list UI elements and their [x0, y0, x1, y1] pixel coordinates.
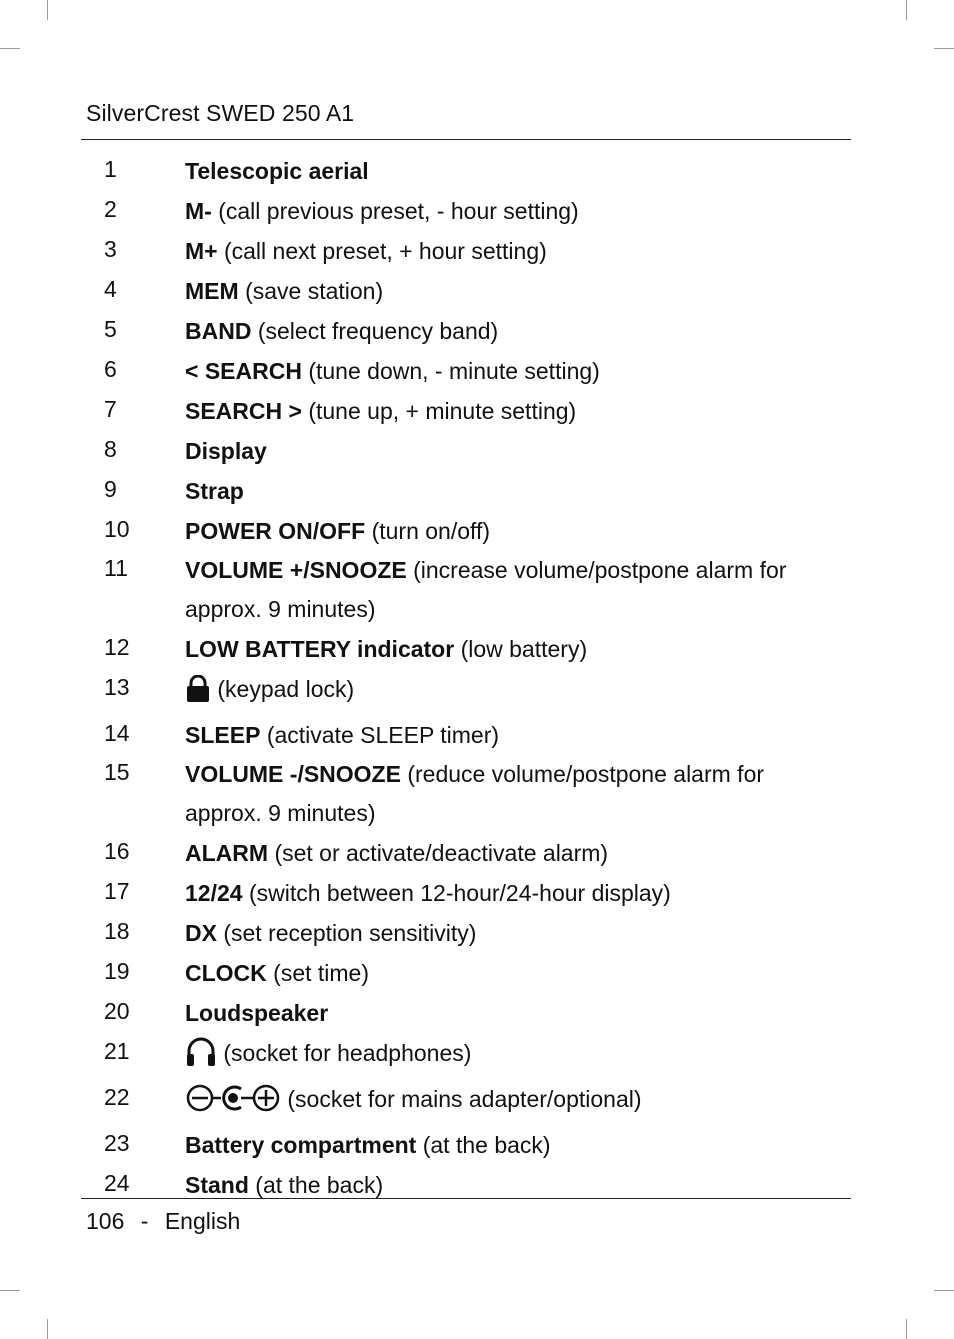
list-item — [0, 913, 954, 953]
item-number: 13 — [104, 674, 130, 700]
list-item — [0, 715, 954, 755]
item-description: (increase volume/postpone alarm for approx. 9 minutes) — [185, 557, 787, 622]
item-number: 8 — [104, 436, 117, 462]
item-text — [185, 191, 845, 231]
page-footer — [86, 1208, 240, 1235]
item-description: (switch between 12-hour/24-hour display) — [248, 880, 671, 906]
item-number: 24 — [104, 1170, 130, 1196]
item-text — [185, 391, 845, 431]
item-description: (tune down, - minute setting) — [308, 358, 600, 384]
item-text — [185, 833, 845, 873]
item-description: (keypad lock) — [217, 676, 355, 702]
item-description: (save station) — [245, 278, 384, 304]
item-number: 2 — [104, 196, 117, 222]
list-item — [0, 151, 954, 191]
headphones-icon — [185, 1037, 217, 1079]
item-label: LOW BATTERY indicator — [185, 636, 455, 662]
list-item — [0, 431, 954, 471]
item-text — [185, 231, 845, 271]
crop-mark — [906, 0, 907, 20]
lock-icon — [185, 675, 211, 715]
item-text — [185, 669, 845, 715]
item-label: SEARCH > — [185, 398, 302, 424]
item-text — [185, 873, 845, 913]
item-number: 21 — [104, 1038, 130, 1064]
item-label: MEM — [185, 278, 239, 304]
item-text — [185, 1125, 845, 1165]
crop-mark — [0, 48, 20, 49]
polarity-icon — [185, 1083, 281, 1125]
item-number: 7 — [104, 396, 117, 422]
crop-mark — [47, 0, 48, 20]
item-label: VOLUME +/SNOOZE — [185, 557, 407, 583]
item-label: Battery compartment — [185, 1132, 417, 1158]
item-text — [185, 271, 845, 311]
item-number: 14 — [104, 720, 130, 746]
footer-divider — [81, 1198, 851, 1199]
item-label: CLOCK — [185, 960, 267, 986]
item-description: (at the back) — [255, 1172, 384, 1198]
item-text — [185, 755, 845, 833]
item-description: (set time) — [273, 960, 370, 986]
item-number: 4 — [104, 276, 117, 302]
item-description: (set reception sensitivity) — [223, 920, 477, 946]
list-item — [0, 311, 954, 351]
item-number: 15 — [104, 759, 130, 785]
item-text — [185, 953, 845, 993]
list-item — [0, 511, 954, 551]
item-text — [185, 511, 845, 551]
item-description: (call previous preset, - hour setting) — [218, 198, 579, 224]
item-text — [185, 151, 845, 191]
crop-mark — [934, 1290, 954, 1291]
list-item — [0, 1165, 954, 1205]
crop-mark — [934, 48, 954, 49]
item-text — [185, 993, 845, 1033]
list-item — [0, 993, 954, 1033]
list-item — [0, 391, 954, 431]
item-text — [185, 629, 845, 669]
list-item — [0, 629, 954, 669]
item-text — [185, 1165, 845, 1205]
crop-mark — [47, 1319, 48, 1339]
item-label: M+ — [185, 238, 218, 264]
item-text — [185, 1079, 845, 1125]
footer-separator: - — [140, 1208, 149, 1234]
list-item — [0, 471, 954, 511]
list-item — [0, 1033, 954, 1079]
item-label: 12/24 — [185, 880, 243, 906]
item-number: 20 — [104, 998, 130, 1024]
list-item — [0, 351, 954, 391]
crop-mark — [906, 1319, 907, 1339]
item-description: (low battery) — [460, 636, 588, 662]
item-text — [185, 431, 845, 471]
item-number: 3 — [104, 236, 117, 262]
item-label: Display — [185, 438, 267, 464]
item-number: 23 — [104, 1130, 130, 1156]
parts-list — [0, 151, 954, 1205]
item-label: Strap — [185, 478, 244, 504]
list-item — [0, 1125, 954, 1165]
item-number: 11 — [104, 555, 128, 581]
item-number: 22 — [104, 1084, 130, 1110]
item-number: 12 — [104, 634, 130, 660]
item-description: (reduce volume/postpone alarm for approx. 9 minutes) — [185, 761, 765, 826]
item-number: 6 — [104, 356, 117, 382]
list-item — [0, 231, 954, 271]
item-text — [185, 351, 845, 391]
list-item — [0, 1079, 954, 1125]
item-description: (activate SLEEP timer) — [266, 722, 500, 748]
item-number: 19 — [104, 958, 130, 984]
item-description: (socket for headphones) — [223, 1040, 472, 1066]
list-item — [0, 953, 954, 993]
item-text — [185, 913, 845, 953]
header-divider — [81, 139, 851, 140]
item-text — [185, 311, 845, 351]
list-item — [0, 191, 954, 231]
item-label: DX — [185, 920, 217, 946]
item-label: Stand — [185, 1172, 249, 1198]
list-item — [0, 551, 954, 629]
item-description: (call next preset, + hour setting) — [223, 238, 547, 264]
footer-language: English — [164, 1208, 241, 1234]
list-item — [0, 669, 954, 715]
list-item — [0, 271, 954, 311]
item-label: POWER ON/OFF — [185, 518, 366, 544]
list-item — [0, 873, 954, 913]
item-label: ALARM — [185, 840, 269, 866]
page-number: 106 — [86, 1208, 125, 1234]
item-number: 9 — [104, 476, 117, 502]
item-description: (tune up, + minute setting) — [308, 398, 577, 424]
item-number: 10 — [104, 516, 130, 542]
list-item — [0, 755, 954, 833]
item-number: 16 — [104, 838, 130, 864]
item-text — [185, 1033, 845, 1079]
item-number: 1 — [104, 156, 117, 182]
item-label: BAND — [185, 318, 252, 344]
page-header-title: SilverCrest SWED 250 A1 — [86, 100, 355, 126]
item-number: 5 — [104, 316, 117, 342]
item-label: SLEEP — [185, 722, 261, 748]
list-item — [0, 833, 954, 873]
item-text — [185, 551, 845, 629]
item-label: VOLUME -/SNOOZE — [185, 761, 401, 787]
item-description: (set or activate/deactivate alarm) — [274, 840, 609, 866]
item-label: Loudspeaker — [185, 1000, 329, 1026]
item-number: 18 — [104, 918, 130, 944]
crop-mark — [0, 1290, 20, 1291]
item-label: Telescopic aerial — [185, 158, 369, 184]
item-description: (socket for mains adapter/optional) — [287, 1086, 642, 1112]
item-text — [185, 471, 845, 511]
item-description: (at the back) — [422, 1132, 551, 1158]
item-description: (turn on/off) — [371, 518, 491, 544]
item-number: 17 — [104, 878, 130, 904]
item-description: (select frequency band) — [257, 318, 499, 344]
item-label: M- — [185, 198, 212, 224]
item-text — [185, 715, 845, 755]
item-label: < SEARCH — [185, 358, 302, 384]
